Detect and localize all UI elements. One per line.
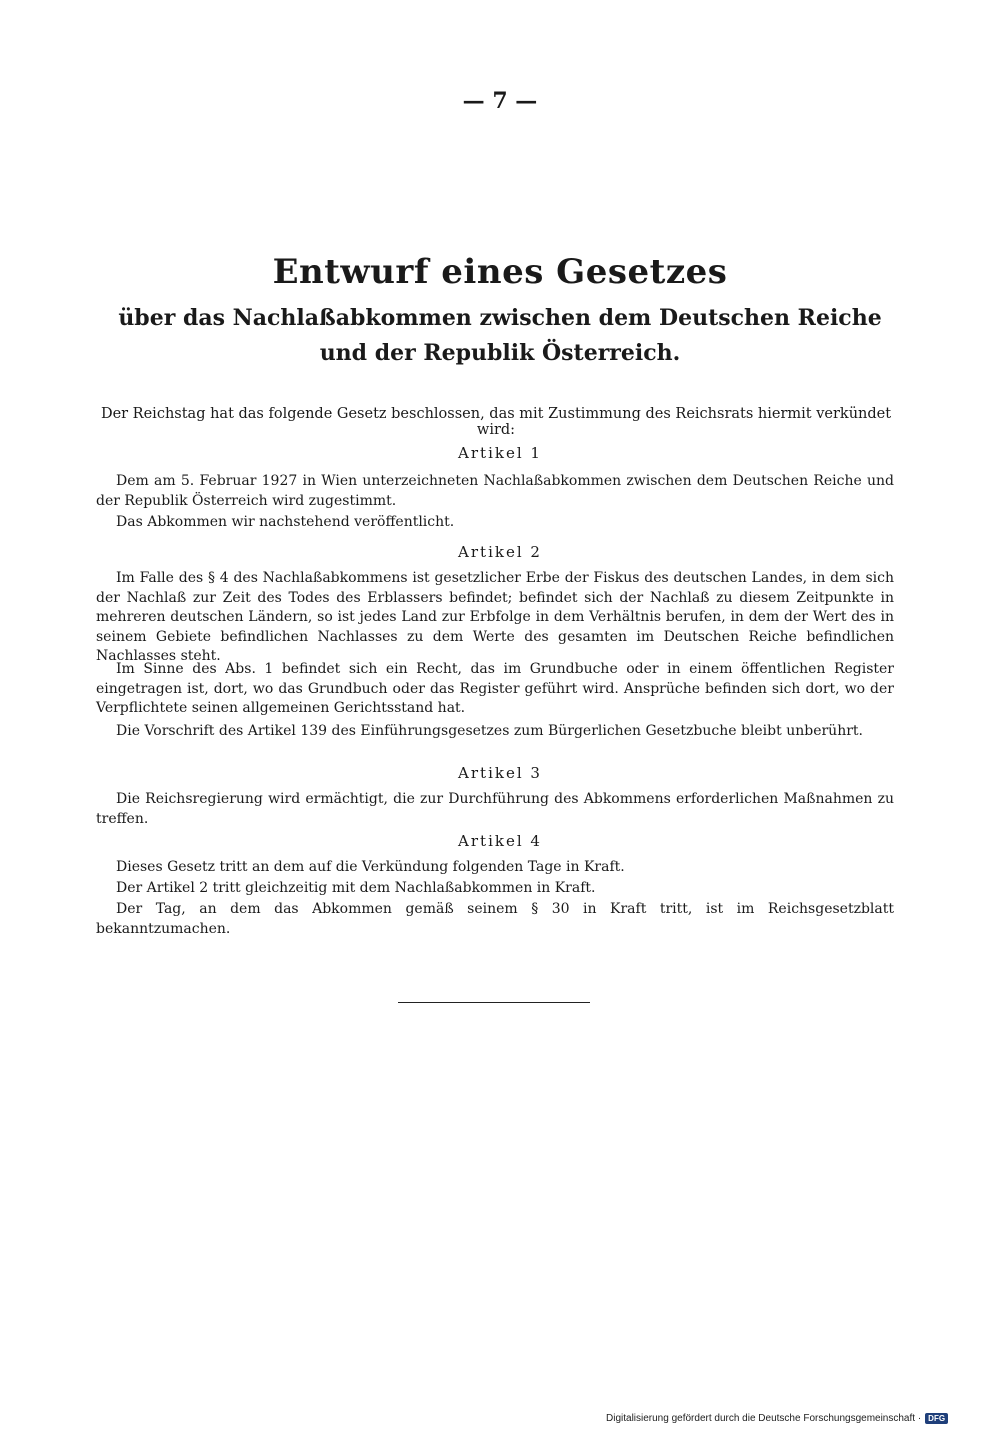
document-title: Entwurf eines Gesetzes <box>272 252 728 292</box>
article-1-heading: Artikel 1 <box>458 444 542 462</box>
page-number: — 7 — <box>462 88 538 114</box>
article-2-paragraph-1: Im Falle des § 4 des Nachlaßabkommens ist gesetzlicher Erbe der Fiskus des deutschen Landes, in dem sich der Nachlaß zur Zeit des Todes des Erblassers befindet; befindet sich der Nachlaß zu diesem Zeitpunkte in mehreren deutschen Ländern, so ist jedes Land zur Erbfolge in dem Verhältnis berufen, in dem der Wert des in seinem Gebiete befindlichen Nachlasses zu dem Werte des gesamten im Deutschen Reiche befindlichen Nachlasses steht. <box>96 570 894 664</box>
digitization-credit <box>606 1413 948 1424</box>
document-subtitle-line-1: über das Nachlaßabkommen zwischen dem Deutschen Reiche <box>118 305 882 331</box>
digitization-credit-text: Digitalisierung gefördert durch die Deutsche Forschungsgemeinschaft · <box>606 1413 922 1424</box>
preamble: Der Reichstag hat das folgende Gesetz beschlossen, das mit Zustimmung des Reichsrats hiermit verkündet wird: <box>100 406 892 438</box>
article-2-paragraph-2: Im Sinne des Abs. 1 befindet sich ein Recht, das im Grundbuche oder in einem öffentlichen Register eingetragen ist, dort, wo das Grundbuch oder das Register geführt wird. Ansprüche befinden sich dort, wo der Verpflichtete seinen allgemeinen Gerichtsstand hat. <box>96 661 894 716</box>
article-3-heading: Artikel 3 <box>458 764 542 782</box>
article-1-paragraph-1: Dem am 5. Februar 1927 in Wien unterzeichneten Nachlaßabkommen zwischen dem Deutschen Reiche und der Republik Österreich wird zugestimmt. <box>96 473 894 509</box>
article-2-paragraph-3: Die Vorschrift des Artikel 139 des Einführungsgesetzes zum Bürgerlichen Gesetzbuche bleibt unberührt. <box>116 723 863 739</box>
article-4-heading: Artikel 4 <box>458 832 542 850</box>
article-4-paragraph-2: Der Artikel 2 tritt gleichzeitig mit dem Nachlaßabkommen in Kraft. <box>116 880 596 896</box>
article-4-paragraph-3: Der Tag, an dem das Abkommen gemäß seinem § 30 in Kraft tritt, ist im Reichsgesetzblatt bekanntzumachen. <box>96 901 894 937</box>
article-1-paragraph-2: Das Abkommen wir nachstehend veröffentlicht. <box>116 514 455 530</box>
article-4-paragraph-1: Dieses Gesetz tritt an dem auf die Verkündung folgenden Tage in Kraft. <box>116 859 625 875</box>
dfg-logo-icon: DFG <box>925 1413 948 1424</box>
closing-rule <box>398 1002 590 1003</box>
document-subtitle-line-2: und der Republik Österreich. <box>319 340 681 366</box>
article-2-heading: Artikel 2 <box>458 543 542 561</box>
article-3-paragraph-1: Die Reichsregierung wird ermächtigt, die zur Durchführung des Abkommens erforderlichen Maßnahmen zu treffen. <box>96 791 894 827</box>
